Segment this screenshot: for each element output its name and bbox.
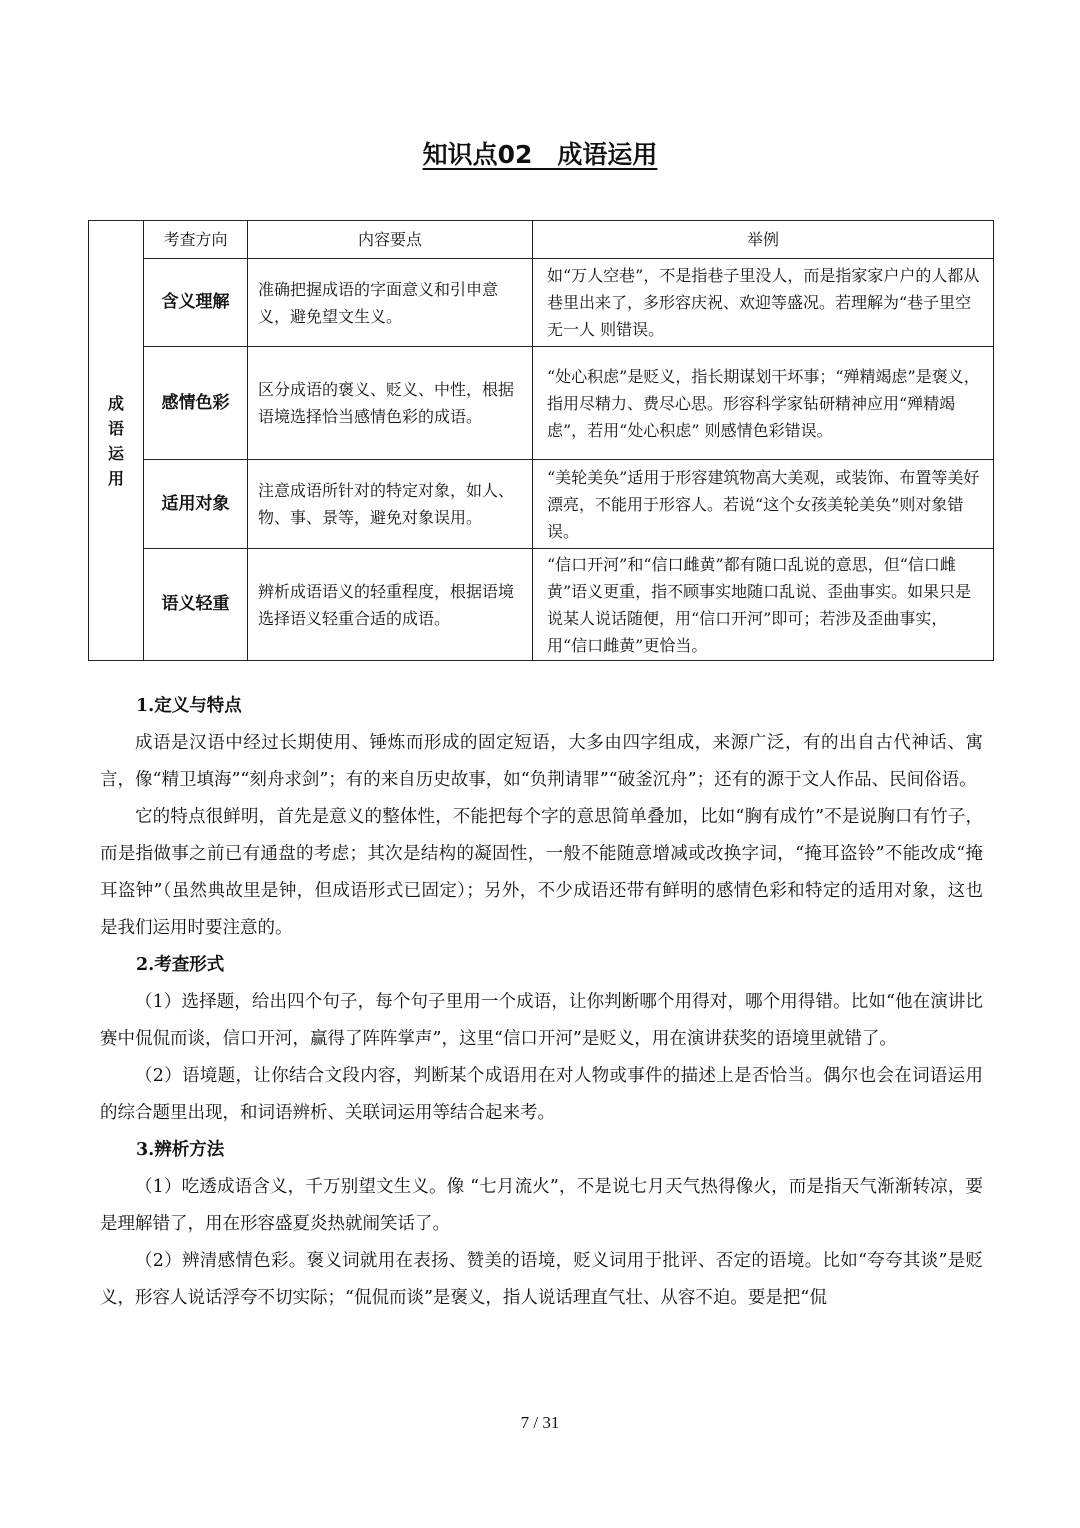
group-char: 用 xyxy=(107,468,124,488)
paragraph: 它的特点很鲜明，首先是意义的整体性，不能把每个字的意思简单叠加，比如“胸有成竹”不是说胸口有竹子，而是指做事之前已有通盘的考虑；其次是结构的凝固性，一般不能随意增减或改换字词，“掩耳盗铃”不能改成“掩耳盗钟”（虽然典故里是钟，但成语形式已固定）；另外，不少成语还带有鲜明的感情色彩和特定的适用对象，这也是我们运用时要注意的。 xyxy=(100,807,983,938)
example-cell: “美轮美奂”适用于形容建筑物高大美观，或装饰、布置等美好漂亮，不能用于形容人。若说“这个女孩美轮美奂”则对象错误。 xyxy=(533,460,994,549)
knowledge-table xyxy=(88,220,994,661)
direction-cell: 含义理解 xyxy=(144,259,248,347)
paragraph: （2）辨清感情色彩。褒义词就用在表扬、赞美的语境，贬义词用于批评、否定的语境。比如“夸夸其谈”是贬义，形容人说话浮夸不切实际；“侃侃而谈”是褒义，指人说话理直气壮、从容不迫。要是把“侃 xyxy=(100,1251,983,1308)
page-title xyxy=(0,138,1080,172)
direction-cell: 适用对象 xyxy=(144,460,248,549)
section-heading: 1.定义与特点 xyxy=(136,696,242,716)
direction-cell: 感情色彩 xyxy=(144,347,248,460)
example-cell: “信口开河”和“信口雌黄”都有随口乱说的意思，但“信口雌黄”语义更重，指不顾事实地随口乱说、歪曲事实。如果只是说某人说话随便，用“信口开河”即可；若涉及歪曲事实，用“信口雌黄”更恰当。 xyxy=(533,549,994,661)
body-text xyxy=(100,688,983,1317)
paragraph: （2）语境题，让你结合文段内容，判断某个成语用在对人物或事件的描述上是否恰当。偶尔也会在词语运用的综合题里出现，和词语辨析、关联词运用等结合起来考。 xyxy=(100,1066,983,1123)
content-cell: 辨析成语语义的轻重程度，根据语境选择语义轻重合适的成语。 xyxy=(248,549,533,661)
group-char: 语 xyxy=(107,418,124,438)
content-cell: 准确把握成语的字面意义和引申意义，避免望文生义。 xyxy=(248,259,533,347)
content-cell: 注意成语所针对的特定对象，如人、物、事、景等，避免对象误用。 xyxy=(248,460,533,549)
paragraph: 成语是汉语中经过长期使用、锤炼而形成的固定短语，大多由四字组成，来源广泛，有的出自古代神话、寓言，像“精卫填海”“刻舟求剑”；有的来自历史故事，如“负荆请罪”“破釜沉舟”；还有的源于文人作品、民间俗语。 xyxy=(100,733,983,790)
paragraph: （1）吃透成语含义，千万别望文生义。像 “七月流火”，不是说七月天气热得像火，而是指天气渐渐转凉，要是理解错了，用在形容盛夏炎热就闹笑话了。 xyxy=(100,1177,983,1234)
example-cell: 如“万人空巷”，不是指巷子里没人，而是指家家户户的人都从巷里出来了，多形容庆祝、欢迎等盛况。若理解为“巷子里空无一人 则错误。 xyxy=(533,259,994,347)
group-char: 运 xyxy=(107,443,124,463)
header-content: 内容要点 xyxy=(248,221,533,259)
title-text: 知识点02 成语运用 xyxy=(422,140,658,169)
table-header-row xyxy=(89,221,994,259)
section-heading: 3.辨析方法 xyxy=(136,1140,225,1160)
example-cell: “处心积虑”是贬义，指长期谋划干坏事；“殚精竭虑”是褒义，指用尽精力、费尽心思。形容科学家钻研精神应用“殚精竭虑”，若用“处心积虑” 则感情色彩错误。 xyxy=(533,347,994,460)
group-char: 成 xyxy=(107,393,124,413)
header-example: 举例 xyxy=(533,221,994,259)
table-row xyxy=(89,460,994,549)
table-row xyxy=(89,259,994,347)
header-direction: 考查方向 xyxy=(144,221,248,259)
group-label-cell xyxy=(89,221,144,661)
table-row xyxy=(89,549,994,661)
content-cell: 区分成语的褒义、贬义、中性，根据语境选择恰当感情色彩的成语。 xyxy=(248,347,533,460)
page-number: 7 / 31 xyxy=(520,1413,560,1432)
table-row xyxy=(89,347,994,460)
direction-cell: 语义轻重 xyxy=(144,549,248,661)
paragraph: （1）选择题，给出四个句子，每个句子里用一个成语，让你判断哪个用得对，哪个用得错。比如“他在演讲比赛中侃侃而谈，信口开河，赢得了阵阵掌声”，这里“信口开河”是贬义，用在演讲获奖的语境里就错了。 xyxy=(100,992,983,1049)
section-heading: 2.考查形式 xyxy=(136,955,225,975)
